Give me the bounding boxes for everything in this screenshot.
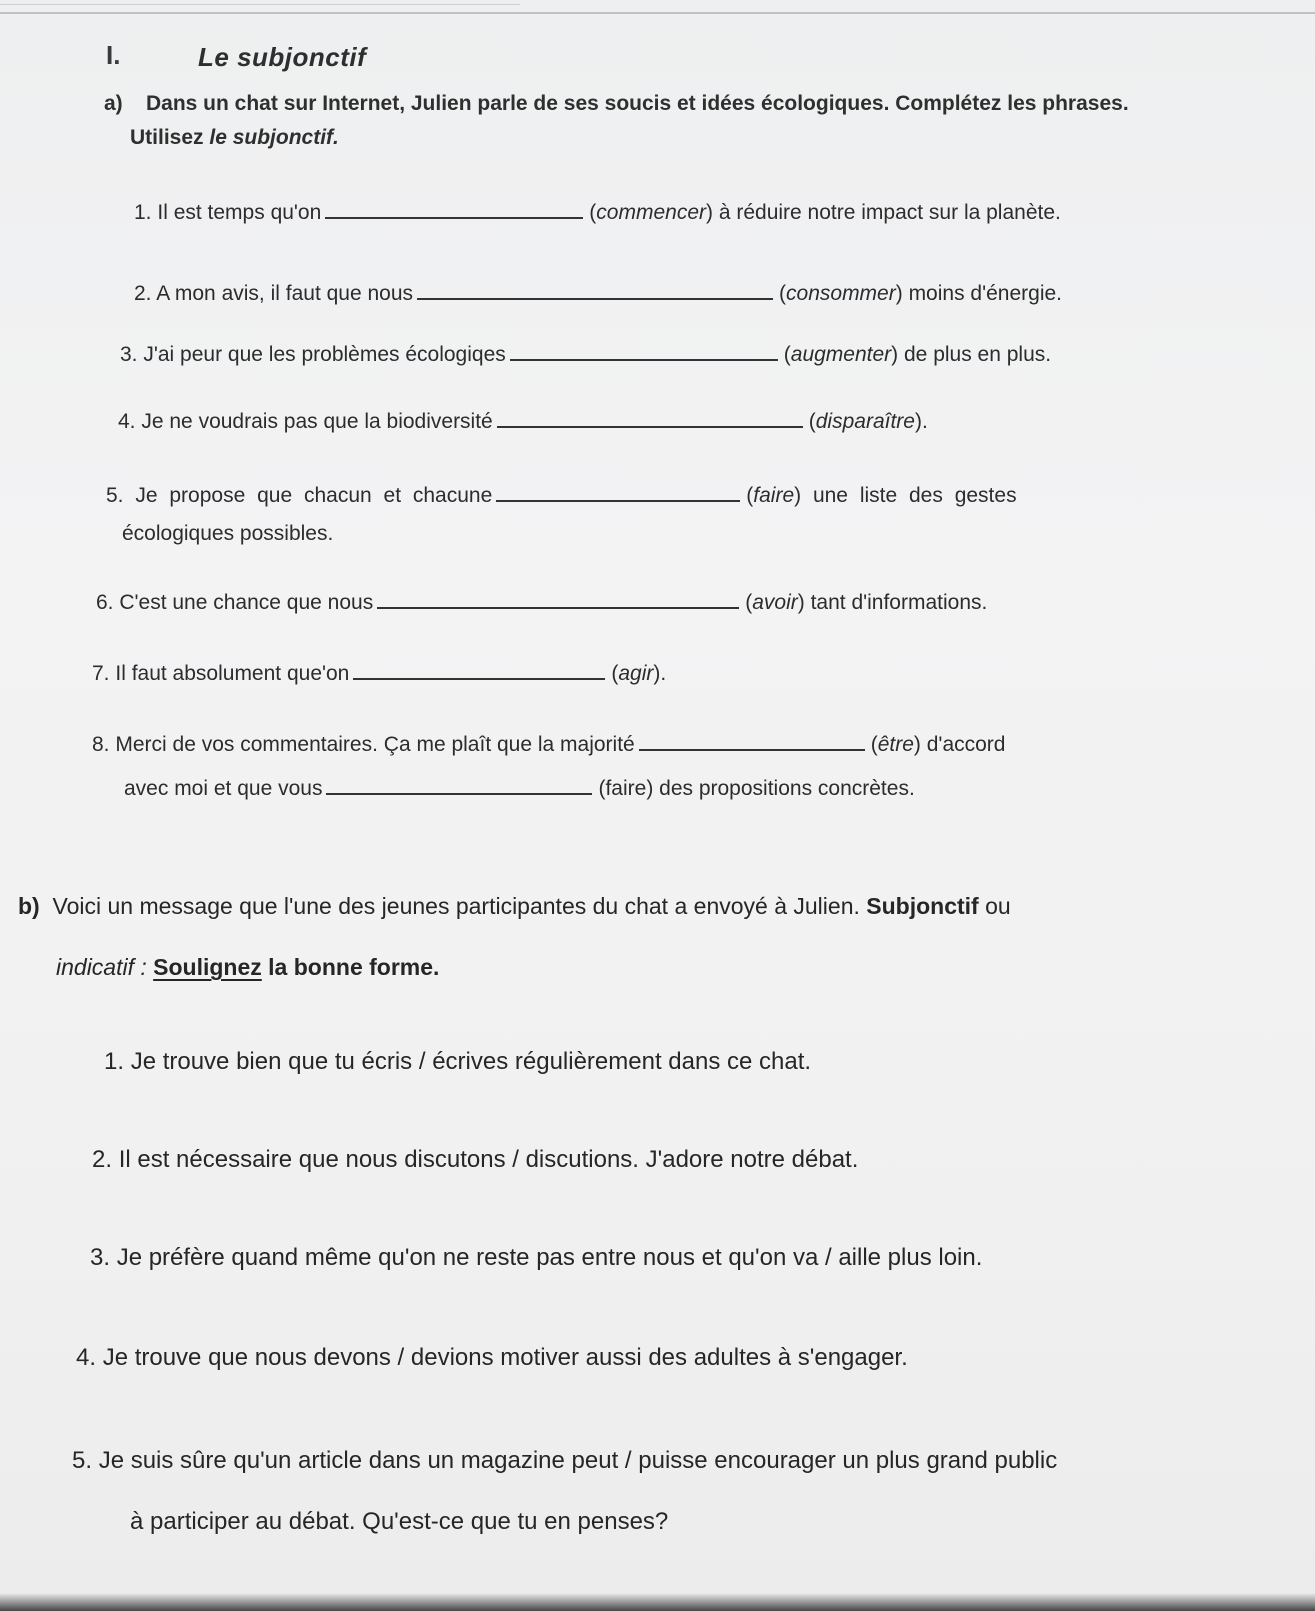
exercise-b-item-2: [92, 1146, 858, 1174]
exercise-b-item-1: [104, 1048, 811, 1076]
part-b-instruction-line2: [56, 954, 439, 981]
infinitive-verb: disparaître: [815, 410, 915, 433]
item-number: 2.: [134, 282, 152, 305]
item-number: 3.: [90, 1244, 111, 1271]
part-a-instruction-line2: [130, 126, 339, 150]
section-number: I.: [106, 40, 121, 70]
infinitive-verb: commencer: [596, 201, 706, 224]
item-text: Il est temps qu'on: [157, 201, 322, 224]
instruction-bold: la bonne forme.: [268, 954, 440, 980]
exercise-a-item-4: 4. Je ne voudrais pas que la biodiversité (disparaître).: [118, 410, 928, 433]
item-text-after: .: [660, 662, 667, 685]
item-text: Il faut absolument que'on: [115, 662, 350, 685]
item-text-after: tant d'informations.: [810, 591, 988, 614]
item-number: 4.: [76, 1344, 97, 1371]
item-text: avec moi et que vous: [124, 777, 323, 800]
item-number: 3.: [120, 343, 138, 366]
item-number: 1.: [134, 201, 152, 224]
answer-blank[interactable]: [353, 677, 605, 680]
exercise-a-item-5: 5. Je propose que chacun et chacune (faire) une liste des gestes: [106, 484, 1017, 507]
answer-blank[interactable]: [639, 748, 865, 751]
instruction-italic: le subjonctif.: [209, 126, 339, 149]
item-text[interactable]: Il est nécessaire que nous discutons / discutions. J'adore notre débat.: [118, 1146, 859, 1173]
infinitive-verb: agir: [618, 662, 654, 685]
item-number: 6.: [96, 591, 114, 614]
item-text: Je propose que chacun et chacune: [135, 484, 493, 507]
exercise-a-item-3: 3. J'ai peur que les problèmes écologiqes (augmenter) de plus en plus.: [120, 343, 1052, 366]
infinitive-verb: consommer: [786, 282, 896, 305]
item-text[interactable]: Je suis sûre qu'un article dans un magazine peut / puisse encourager un plus grand public: [98, 1447, 1058, 1474]
exercise-a-item-7: 7. Il faut absolument que'on (agir).: [92, 662, 667, 685]
instruction-prefix: Utilisez: [130, 126, 204, 149]
answer-blank[interactable]: [417, 297, 773, 300]
exercise-a-item-2: 2. A mon avis, il faut que nous (consommer) moins d'énergie.: [134, 282, 1062, 305]
item-text: Merci de vos commentaires. Ça me plaît que la majorité: [115, 733, 635, 756]
section-title: Le subjonctif: [198, 42, 367, 72]
instruction-bold: Subjonctif: [866, 893, 979, 919]
exercise-b-item-5-continuation: à participer au débat. Qu'est-ce que tu en penses?: [130, 1508, 669, 1535]
exercise-b-item-4: [76, 1344, 908, 1372]
instruction-text: Voici un message que l'une des jeunes participantes du chat a envoyé à Julien.: [52, 893, 860, 919]
answer-blank[interactable]: [326, 792, 592, 795]
part-b-instruction-line1: [18, 893, 1011, 920]
item-text-after: des propositions concrètes.: [659, 777, 915, 800]
item-text: A mon avis, il faut que nous: [156, 282, 414, 305]
answer-blank[interactable]: [377, 606, 739, 609]
page-edge-line: [0, 4, 520, 5]
item-text-after: une liste des gestes: [812, 484, 1017, 507]
page-top-rule: [0, 12, 1315, 14]
answer-blank[interactable]: [325, 216, 583, 219]
infinitive-verb: faire: [605, 777, 647, 800]
part-a-label: a): [104, 92, 123, 115]
item-text-after: de plus en plus.: [904, 343, 1052, 366]
exercise-a-item-8: 8. Merci de vos commentaires. Ça me plaît que la majorité (être) d'accord: [92, 733, 1006, 756]
item-number: 1.: [104, 1048, 125, 1075]
item-text: C'est une chance que nous: [119, 591, 374, 614]
exercise-b-item-3: [90, 1244, 982, 1272]
infinitive-verb: augmenter: [790, 343, 892, 366]
infinitive-verb: être: [877, 733, 914, 756]
answer-blank[interactable]: [497, 425, 803, 428]
item-text[interactable]: Je trouve que nous devons / devions motiver aussi des adultes à s'engager.: [102, 1344, 908, 1371]
instruction-italic: indicatif :: [56, 954, 147, 980]
part-a-instruction-line1: Dans un chat sur Internet, Julien parle de ses soucis et idées écologiques. Complétez les phrases.: [146, 92, 1129, 115]
instruction-underlined: Soulignez: [153, 954, 262, 980]
exercise-a-item-1: 1. Il est temps qu'on (commencer) à réduire notre impact sur la planète.: [134, 201, 1061, 224]
item-text-after: moins d'énergie.: [908, 282, 1062, 305]
item-number: 8.: [92, 733, 110, 756]
item-number: 5.: [72, 1447, 93, 1474]
item-number: 4.: [118, 410, 136, 433]
answer-blank[interactable]: [496, 499, 740, 502]
item-text-after: d'accord: [926, 733, 1006, 756]
part-b-label: b): [18, 893, 40, 919]
item-text[interactable]: Je préfère quand même qu'on ne reste pas entre nous et qu'on va / aille plus loin.: [116, 1244, 983, 1271]
item-text-after: .: [921, 410, 928, 433]
exercise-a-item-5-continuation: écologiques possibles.: [122, 522, 334, 545]
infinitive-verb: faire: [753, 484, 795, 507]
infinitive-verb: avoir: [752, 591, 798, 614]
item-text-after: à réduire notre impact sur la planète.: [718, 201, 1061, 224]
item-text[interactable]: Je trouve bien que tu écris / écrives régulièrement dans ce chat.: [130, 1048, 812, 1075]
exercise-a-item-6: 6. C'est une chance que nous (avoir) tant d'informations.: [96, 591, 988, 614]
item-number: 5.: [106, 484, 124, 507]
exercise-b-item-5: [72, 1447, 1057, 1475]
exercise-a-item-8-line2: avec moi et que vous (faire) des propositions concrètes.: [124, 777, 915, 800]
item-number: 2.: [92, 1146, 113, 1173]
answer-blank[interactable]: [510, 358, 778, 361]
page-bottom-shadow: [0, 1593, 1315, 1611]
item-text: Je ne voudrais pas que la biodiversité: [141, 410, 493, 433]
item-number: 7.: [92, 662, 110, 685]
item-text: J'ai peur que les problèmes écologiqes: [143, 343, 506, 366]
instruction-text: ou: [985, 893, 1011, 919]
